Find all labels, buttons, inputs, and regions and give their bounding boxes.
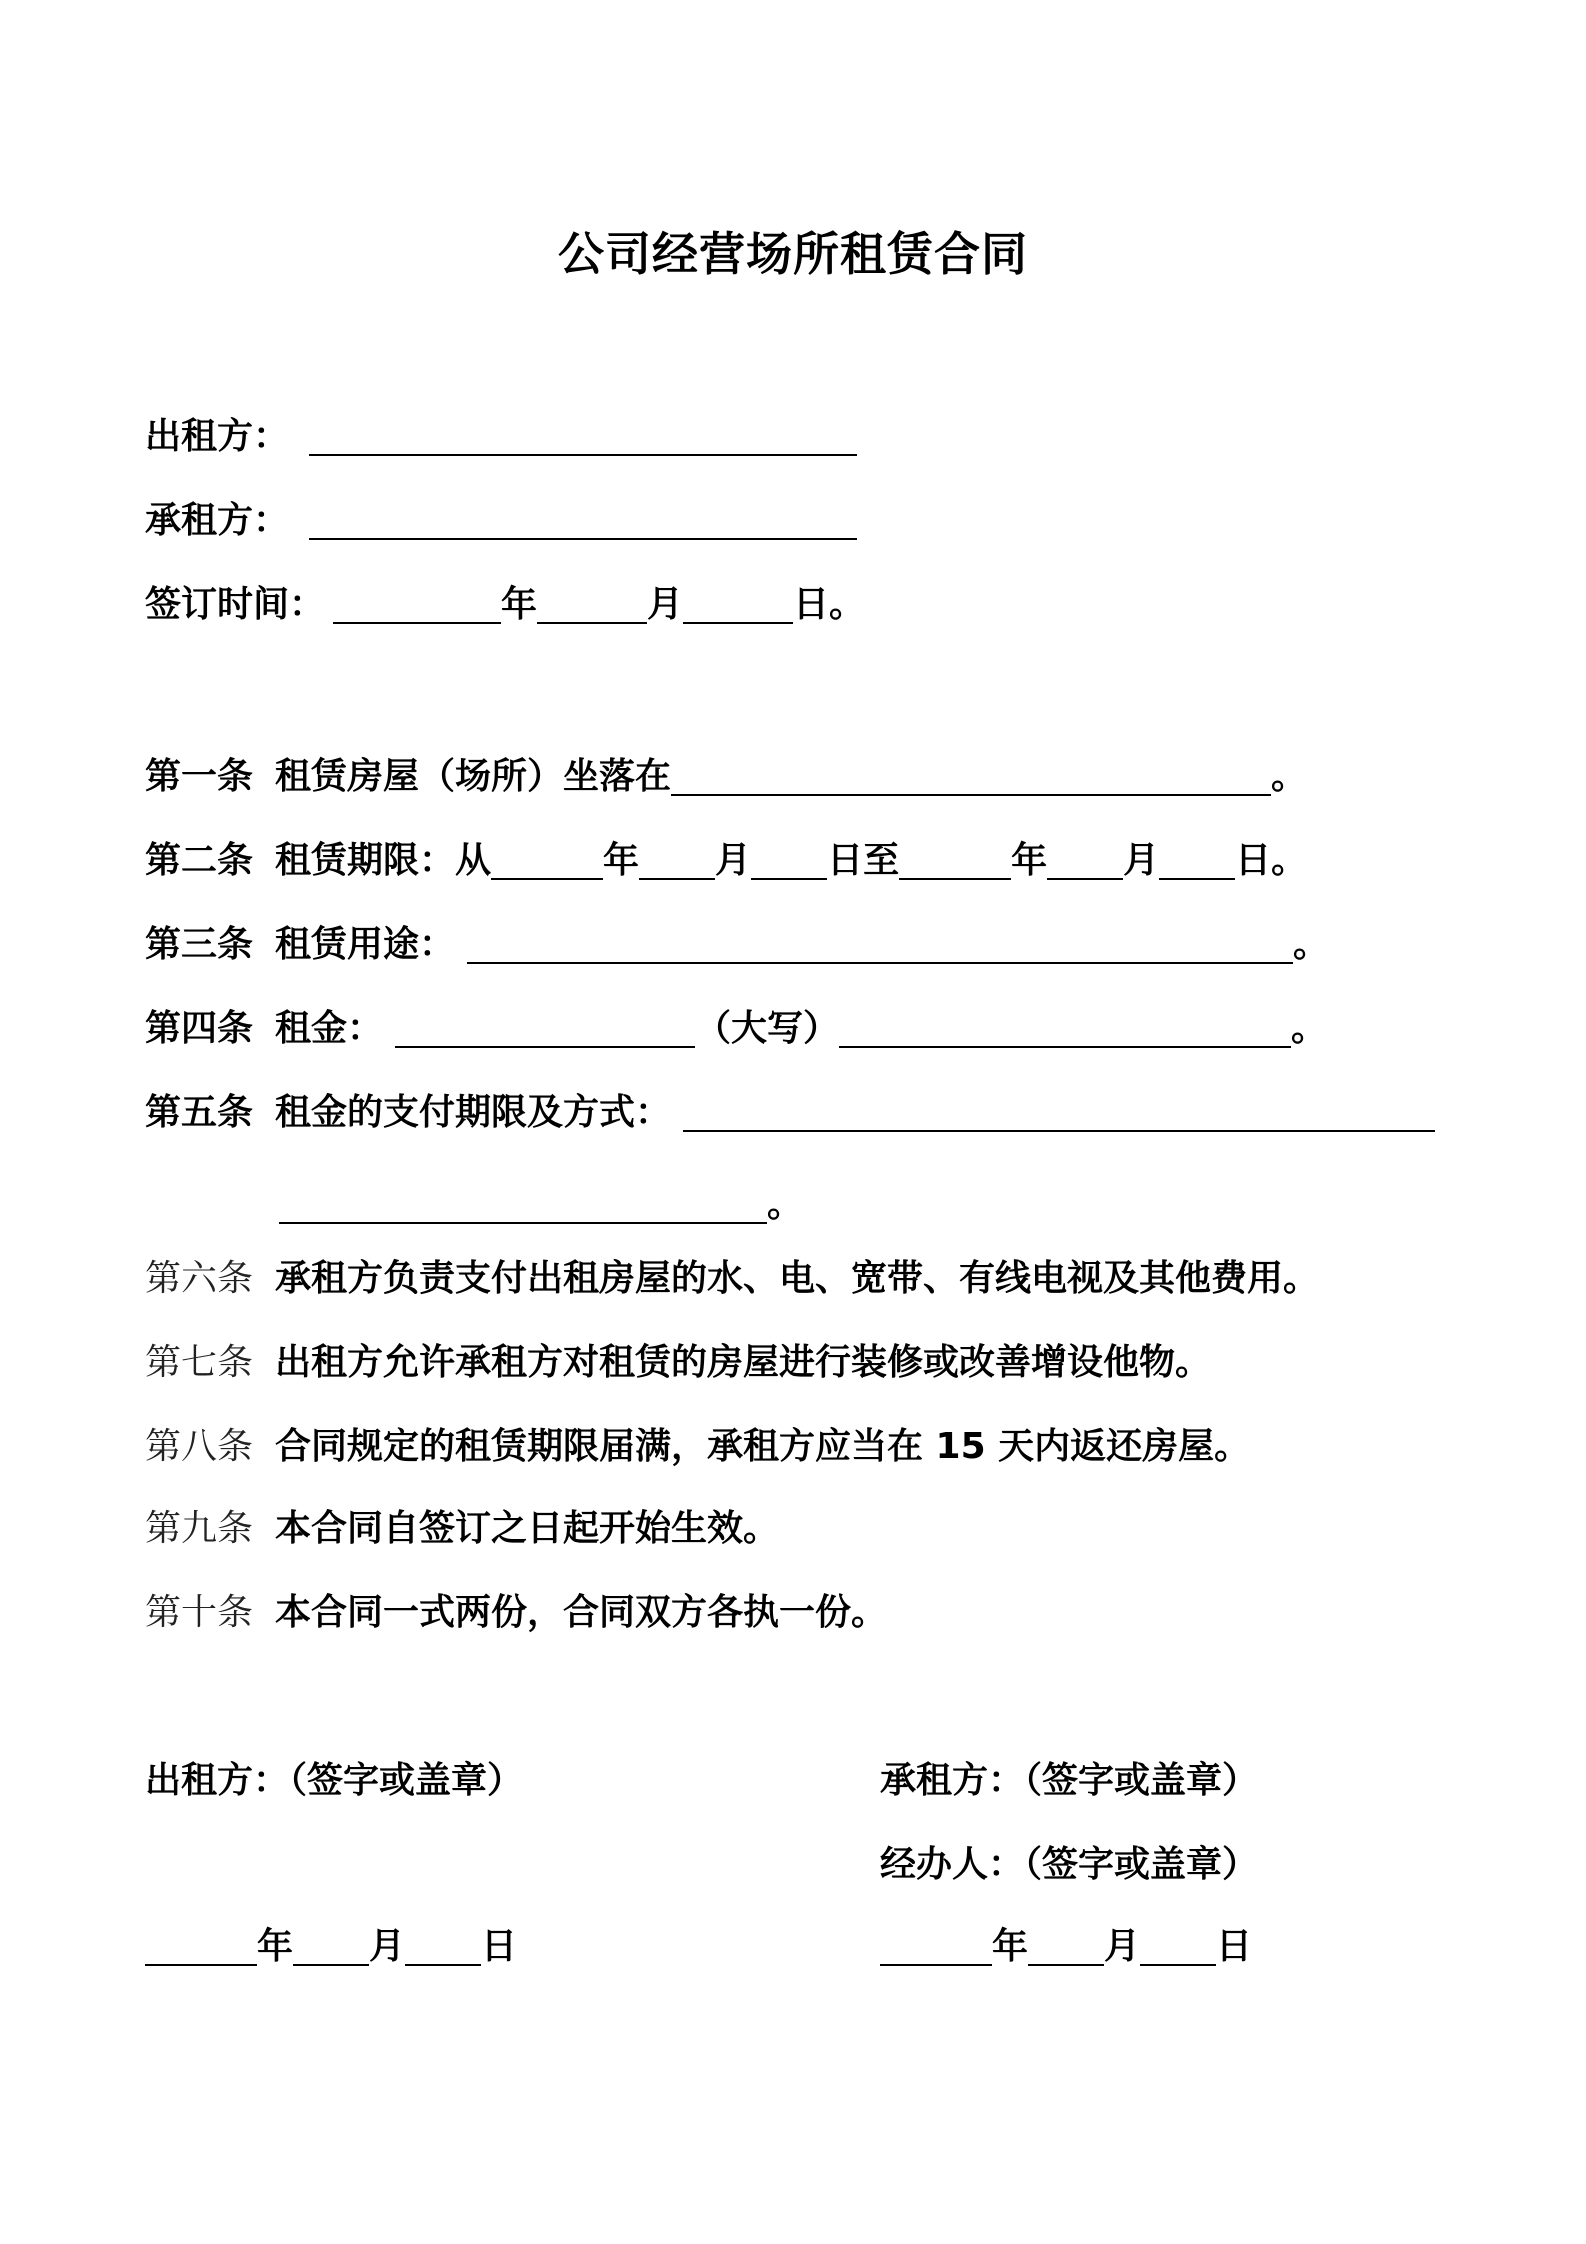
- end-month-line[interactable]: [1047, 840, 1123, 880]
- article-5-end: 。: [767, 1184, 804, 1225]
- lessee-input-line[interactable]: [309, 500, 857, 540]
- article-2-number: 第二条: [145, 840, 254, 881]
- lessor-day-line[interactable]: [405, 1926, 481, 1966]
- end-day-label: 日。: [1235, 840, 1308, 881]
- rent-caps-line[interactable]: [839, 1008, 1291, 1048]
- article-3: [145, 920, 1329, 970]
- article-1-text: 租赁房屋（场所）坐落在: [275, 756, 672, 797]
- article-5-text: 租金的支付期限及方式：: [275, 1092, 672, 1133]
- sign-date-row: [145, 580, 865, 630]
- article-10-text: 本合同一式两份，合同双方各执一份。: [275, 1592, 888, 1633]
- article-6-text: 承租方负责支付出租房屋的水、电、宽带、有线电视及其他费用。: [275, 1258, 1320, 1299]
- lessor-signature-label: 出租方：（签字或盖章）: [145, 1760, 524, 1801]
- lessor-label: 出租方：: [145, 416, 290, 457]
- lessor-row: [145, 412, 857, 462]
- lessee-date: [880, 1922, 1252, 1972]
- article-9-text: 本合同自签订之日起开始生效。: [275, 1508, 780, 1549]
- end-day-line[interactable]: [1159, 840, 1235, 880]
- sign-year-line[interactable]: [333, 584, 501, 624]
- article-4-text: 租金：: [275, 1008, 384, 1049]
- lessee-day-line[interactable]: [1140, 1926, 1216, 1966]
- article-7-text: 出租方允许承租方对租赁的房屋进行装修或改善增设他物。: [275, 1342, 1212, 1383]
- article-1-end: 。: [1271, 756, 1308, 797]
- lessor-year-label: 年: [257, 1926, 294, 1967]
- lessor-month-line[interactable]: [293, 1926, 369, 1966]
- article-5: [145, 1088, 1435, 1138]
- start-year-label: 年: [603, 840, 640, 881]
- end-year-label: 年: [1011, 840, 1048, 881]
- article-6-number: 第六条: [145, 1258, 254, 1299]
- lessee-year-label: 年: [992, 1926, 1029, 1967]
- page-title: 公司经营场所租赁合同: [558, 227, 1028, 281]
- lessor-input-line[interactable]: [309, 416, 857, 456]
- rent-caps-label: （大写）: [695, 1008, 840, 1049]
- article-4-number: 第四条: [145, 1008, 254, 1049]
- article-8-number: 第八条: [145, 1426, 254, 1467]
- article-9: [145, 1504, 779, 1554]
- rent-amount-line[interactable]: [395, 1008, 695, 1048]
- article-5-continuation: [279, 1180, 803, 1230]
- lessor-day-label: 日: [481, 1926, 518, 1967]
- lessor-date: [145, 1922, 517, 1972]
- start-month-label: 月: [715, 840, 752, 881]
- lessee-month-line[interactable]: [1028, 1926, 1104, 1966]
- payment-input-line[interactable]: [683, 1092, 1435, 1132]
- article-7: [145, 1338, 1211, 1388]
- article-6: [145, 1254, 1319, 1304]
- sign-day-line[interactable]: [683, 584, 793, 624]
- article-9-number: 第九条: [145, 1508, 254, 1549]
- article-7-number: 第七条: [145, 1342, 254, 1383]
- lessee-signature: [880, 1756, 1258, 1806]
- article-4-end: 。: [1291, 1008, 1328, 1049]
- lessee-month-label: 月: [1104, 1926, 1141, 1967]
- article-5-number: 第五条: [145, 1092, 254, 1133]
- article-4: [145, 1004, 1327, 1054]
- article-3-number: 第三条: [145, 924, 254, 965]
- start-day-label: 日至: [827, 840, 900, 881]
- article-2-text: 租赁期限：从: [275, 840, 492, 881]
- article-8: [145, 1422, 1250, 1472]
- start-month-line[interactable]: [639, 840, 715, 880]
- article-1: [145, 752, 1307, 802]
- lessor-year-line[interactable]: [145, 1926, 257, 1966]
- sign-month-label: 月: [647, 584, 684, 625]
- sign-day-label: 日。: [793, 584, 866, 625]
- end-month-label: 月: [1123, 840, 1160, 881]
- lessee-year-line[interactable]: [880, 1926, 992, 1966]
- article-3-text: 租赁用途：: [275, 924, 456, 965]
- lessee-row: [145, 496, 857, 546]
- agent-signature: [880, 1840, 1258, 1890]
- usage-input-line[interactable]: [467, 924, 1293, 964]
- article-1-number: 第一条: [145, 756, 254, 797]
- payment-input-line-2[interactable]: [279, 1184, 767, 1224]
- start-year-line[interactable]: [491, 840, 603, 880]
- agent-signature-label: 经办人：（签字或盖章）: [880, 1844, 1259, 1885]
- start-day-line[interactable]: [751, 840, 827, 880]
- end-year-line[interactable]: [899, 840, 1011, 880]
- lessor-month-label: 月: [369, 1926, 406, 1967]
- article-10: [145, 1588, 887, 1638]
- lessee-signature-label: 承租方：（签字或盖章）: [880, 1760, 1259, 1801]
- article-2: [145, 836, 1307, 886]
- sign-year-label: 年: [501, 584, 538, 625]
- lessor-signature: [145, 1756, 523, 1806]
- article-10-number: 第十条: [145, 1592, 254, 1633]
- lessee-label: 承租方：: [145, 500, 290, 541]
- article-3-end: 。: [1293, 924, 1330, 965]
- sign-month-line[interactable]: [537, 584, 647, 624]
- article-8-text: 合同规定的租赁期限届满，承租方应当在 15 天内返还房屋。: [275, 1426, 1251, 1467]
- sign-date-label: 签订时间：: [145, 584, 326, 625]
- location-input-line[interactable]: [671, 756, 1271, 796]
- lessee-day-label: 日: [1216, 1926, 1253, 1967]
